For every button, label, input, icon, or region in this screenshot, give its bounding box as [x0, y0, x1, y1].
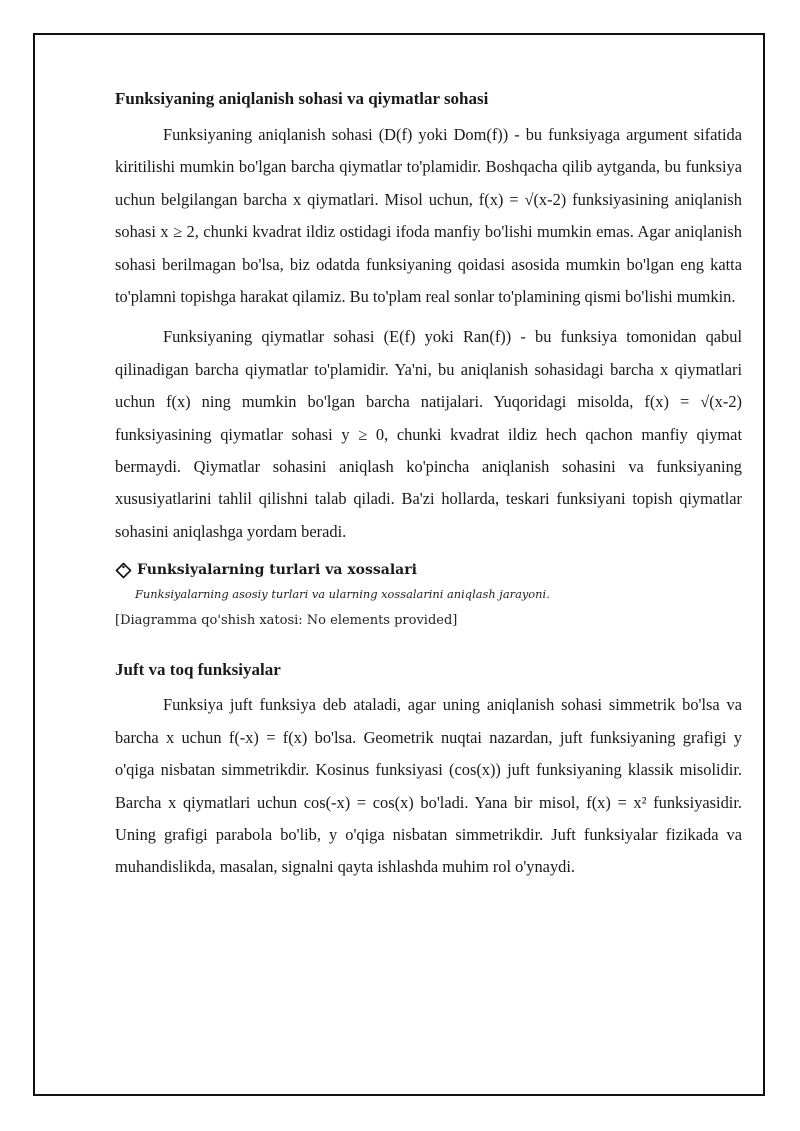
diagram-title-text: Funksiyalarning turlari va xossalari [137, 562, 417, 579]
paragraph-domain: Funksiyaning aniqlanish sohasi (D(f) yoki Dom(f)) - bu funksiyaga argument sifatida kiritilishi mumkin bo'lgan barcha qiymatlar to'plamidir. Boshqacha qilib aytganda, bu funksiya uchun belgilangan barcha x qiymatlari. Misol uchun, f(x) = √(x-2) funksiyasining aniqlanish sohasi x ≥ 2, chunki kvadrat ildiz ostidagi ifoda manfiy bo'lishi mumkin emas. Agar aniqlanish sohasi berilmagan bo'lsa, biz odatda funksiyaning qoidasi asosida mumkin bo'lgan eng katta to'plamni topishga harakat qilamiz. Bu to'plam real sonlar to'plamining qismi bo'lishi mumkin. [115, 125, 742, 307]
section-heading-even-odd: Juft va toq funksiyalar [115, 660, 281, 680]
document-body [115, 87, 742, 884]
diagram-caption: Funksiyalarning asosiy turlari va ularning xossalarini aniqlash jarayoni. [135, 587, 550, 602]
paragraph-even-functions: Funksiya juft funksiya deb ataladi, agar uning aniqlanish sohasi simmetrik bo'lsa va barcha x uchun f(-x) = f(x) bo'lsa. Geometrik nuqtai nazardan, juft funksiyaning grafigi y o'qiga nisbatan simmetrikdir. Kosinus funksiyasi (cos(x)) juft funksiyaning klassik misolidir. Barcha x qiymatlari uchun cos(-x) = cos(x) bo'ladi. Yana bir misol, f(x) = x² funksiyasidir. Uning grafigi parabola bo'lib, y o'qiga nisbatan simmetrikdir. Juft funksiyalar fizikada va muhandislikda, masalan, signalni qayta ishlashda muhim rol o'ynaydi. [115, 695, 742, 877]
section-heading-domain-range: Funksiyaning aniqlanish sohasi va qiymatlar sohasi [115, 89, 489, 108]
paragraph-range: Funksiyaning qiymatlar sohasi (E(f) yoki Ran(f)) - bu funksiya tomonidan qabul qilinadigan barcha qiymatlar to'plamidir. Ya'ni, bu aniqlanish sohasidagi barcha x qiymatlari uchun f(x) ning mumkin bo'lgan barcha natijalari. Yuqoridagi misolda, f(x) = √(x-2) funksiyasining qiymatlar sohasi y ≥ 0, chunki kvadrat ildiz hech qachon manfiy qiymat bermaydi. Qiymatlar sohasini aniqlash ko'pincha aniqlanish sohasini va funksiyaning xususiyatlarini tahlil qilishni talab qiladi. Ba'zi hollarda, teskari funksiyani topish qiymatlar sohasini aniqlashga yordam beradi. [115, 327, 742, 541]
diagram-error-message: [Diagramma qo'shish xatosi: No elements provided] [115, 613, 458, 629]
tag-icon [115, 562, 132, 579]
diagram-title [115, 560, 742, 580]
